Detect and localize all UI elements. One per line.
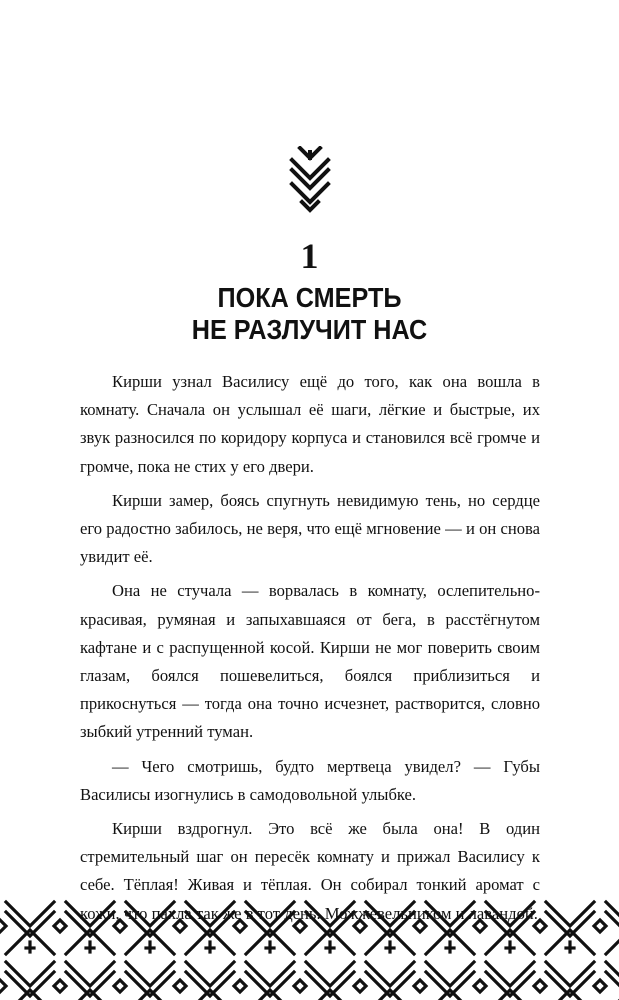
paragraph: — Чего смотришь, будто мертвеца увидел? — Губы Василисы изогнулись в самодовольной улыбке. bbox=[80, 756, 540, 804]
paragraph: Кирши узнал Василису ещё до того, как она вошла в комнату. Сначала он услышал её шаги, лёгкие и быстрые, их звук разносился по коридору корпуса и становился всё громче и громче, пока не стих у его двери. bbox=[80, 372, 540, 476]
slavic-chevron-ornament-icon bbox=[288, 146, 332, 214]
chapter-number: 1 bbox=[300, 236, 319, 276]
chapter-title-line-2: НЕ РАЗЛУЧИТ НАС bbox=[191, 314, 428, 345]
embroidery-pattern-icon bbox=[0, 898, 619, 1000]
paragraph: Кирши замер, боясь спугнуть невидимую тень, но сердце его радостно забилось, не веря, что ещё мгновение — и он снова увидит её. bbox=[80, 490, 540, 567]
paragraph: Она не стучала — ворвалась в комнату, ослепительно-красивая, румяная и запыхавшаяся от бега, в расстёгнутом кафтане и с распущенной косой. Кирши не мог поверить своим глазам, боялся пошевелиться, боялся приблизиться и прикоснуться — тогда она точно исчезнет, растворится, словно зыбкий утренний туман. bbox=[80, 581, 540, 742]
chapter-title bbox=[31, 282, 588, 346]
chapter-body bbox=[80, 368, 540, 934]
chapter-title-line-1: ПОКА СМЕРТЬ bbox=[217, 282, 402, 313]
chapter-ornament bbox=[0, 146, 619, 214]
paragraph: Кирши вздрогнул. Это всё же была она! В один стремительный шаг он пересёк комнату и прижал Василису к себе. Тёплая! Живая и тёплая. Он собирал тонкий аромат с bbox=[80, 819, 540, 895]
folk-embroidery-border-pattern bbox=[0, 898, 619, 1000]
